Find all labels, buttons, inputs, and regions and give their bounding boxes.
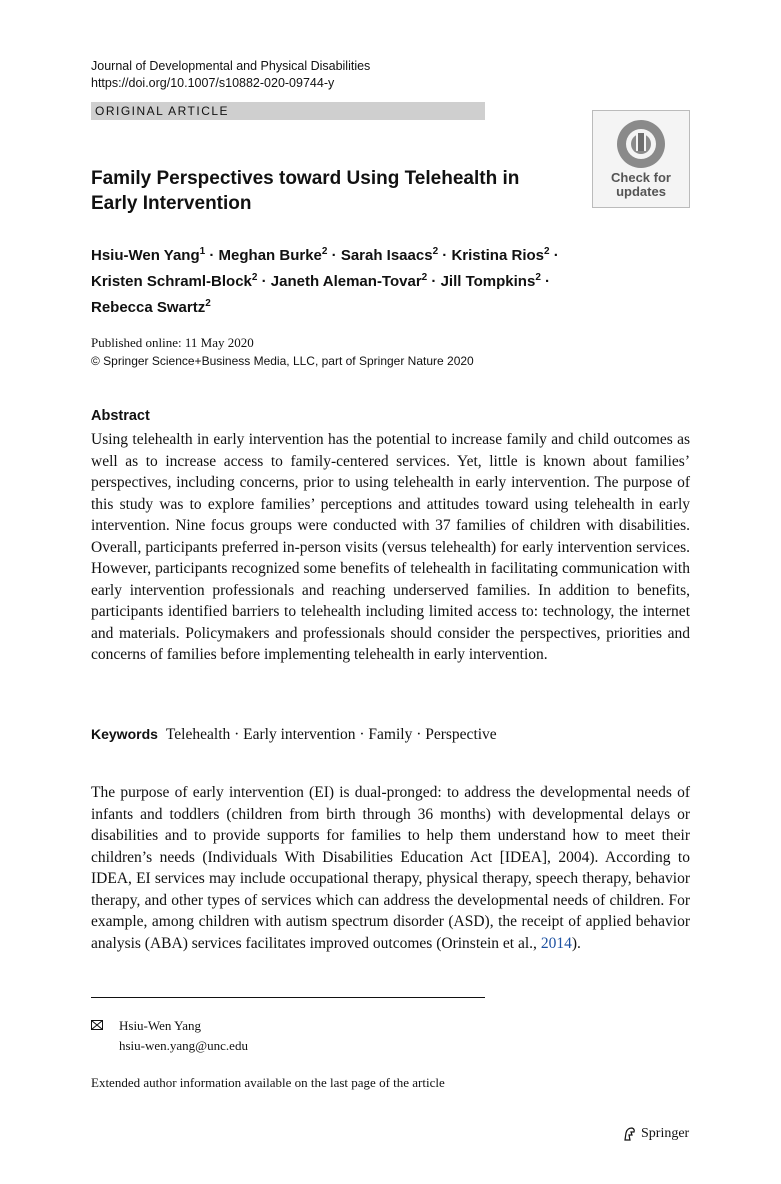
journal-doi[interactable]: https://doi.org/10.1007/s10882-020-09744-y [91,76,335,90]
crossmark-icon [614,117,668,171]
corresponding-author-email[interactable]: hsiu-wen.yang@unc.edu [119,1038,248,1053]
author[interactable]: Hsiu-Wen Yang$^1$ [91,246,206,264]
article-type-bar: ORIGINAL ARTICLE [91,102,485,120]
abstract-heading: Abstract [91,408,150,424]
author-list: Hsiu-Wen Yang$^1$ · Meghan Burke$^2$ · Sarah Isaacs$^2$ · Kristina Rios$^2$ · Kristen Schraml-Block$^2$ · Janeth Aleman-Tovar$^2$ · Jill Tompkins$^2$ · Rebecca Swartz$^2$ [91,246,559,316]
abstract-text: Using telehealth in early intervention has the potential to increase family and child outcomes as well as to increase access to family-centered services. Yet, little is known about families’ perspectives, including concerns, prior to using telehealth in early intervention. The purpose of this study was to explore families’ perceptions and attitudes toward using telehealth in early intervention. Nine focus groups were conducted with 37 families of children with disabilities. Overall, participants preferred in-person visits (versus telehealth) for early intervention services. However, participants recognized some benefits of telehealth in facilitating communication with early intervention professionals and reaching underserved families. In addition to benefits, participants identified barriers to telehealth including limited access to: technology, the internet and materials. Policymakers and professionals should consider the perspectives, priorities and concerns of families before implementing telehealth in early intervention. [91,431,690,663]
springer-horse-icon [622,1126,638,1142]
envelope-icon [91,1016,109,1036]
citation-link[interactable]: 2014 [540,934,572,952]
author[interactable]: Janeth Aleman-Tovar$^2$ [270,272,428,290]
badge-line2: updates [616,184,666,199]
publisher-name: Springer [641,1126,690,1141]
journal-header [91,58,370,92]
author[interactable]: Kristen Schraml-Block$^2$ [91,272,258,290]
badge-line1: Check for [611,170,671,185]
springer-logo [622,1126,689,1142]
author[interactable]: Jill Tompkins$^2$ [440,272,541,290]
author[interactable]: Kristina Rios$^2$ [451,246,550,264]
author[interactable]: Meghan Burke$^2$ [218,246,328,264]
author[interactable]: Sarah Isaacs$^2$ [340,246,439,264]
author[interactable]: Rebecca Swartz$^2$ [91,298,211,316]
keywords-text: Telehealth · Early intervention · Family · Perspective [165,726,497,743]
corresponding-author-name: Hsiu-Wen Yang [119,1018,202,1033]
correspondence-block [91,1016,248,1056]
copyright-line: © Springer Science+Business Media, LLC, part of Springer Nature 2020 [91,354,474,368]
footnote-divider [91,997,485,998]
published-date: Published online: 11 May 2020 [91,335,254,350]
check-for-updates-badge[interactable] [592,110,690,208]
keywords-line [91,726,497,744]
journal-name: Journal of Developmental and Physical Disabilities [91,59,371,73]
body-paragraph: The purpose of early intervention (EI) is dual-pronged: to address the developmental needs of infants and toddlers (children from birth through 36 months) with developmental delays or disabilities and to provide supports for families to help them understand how to meet their children’s needs (Individuals With Disabilities Education Act [IDEA], 2004). According to IDEA, EI services may include occupational therapy, physical therapy, speech therapy, behavior therapy, and other types of services which can address the developmental needs of children. For example, among children with autism spectrum disorder (ASD), the receipt of applied behavior analysis (ABA) services facilitates improved outcomes (Orinstein et al., 2014). [91,784,690,952]
article-title: Family Perspectives toward Using Telehealth in Early Intervention [91,168,520,214]
extended-author-info: Extended author information available on the last page of the article [91,1075,445,1090]
keywords-label: Keywords [91,726,158,742]
